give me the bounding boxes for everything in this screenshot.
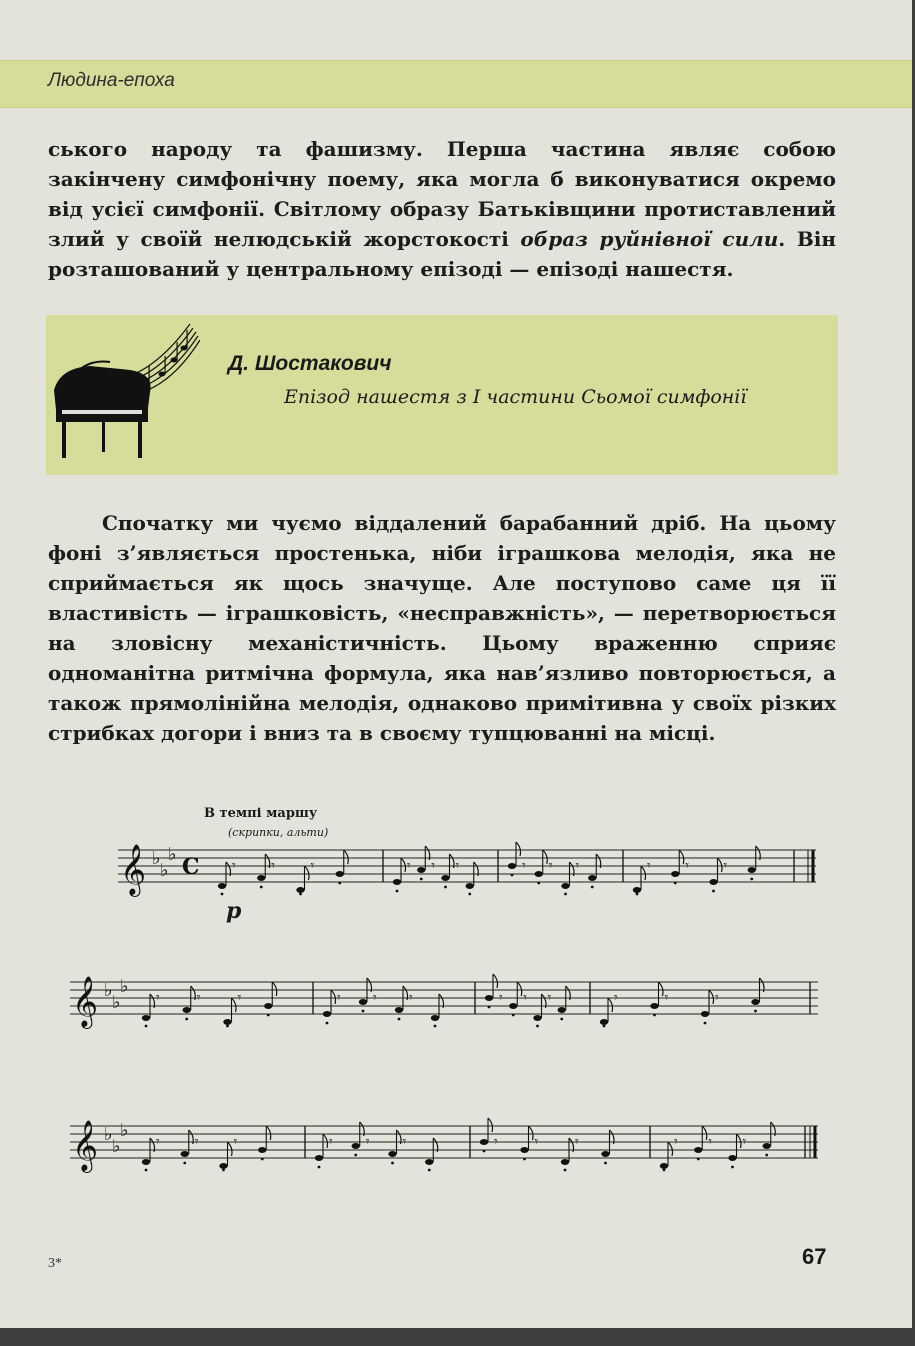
note-flag (228, 1142, 233, 1156)
note-head (218, 883, 226, 889)
composer-name: Д. Шостакович (228, 352, 392, 375)
tempo-marking: В темпі маршу (204, 806, 318, 821)
staccato-dot (222, 1169, 225, 1172)
staccato-dot (299, 893, 302, 896)
note-flag (323, 1134, 328, 1148)
note-head (388, 1151, 396, 1157)
staccato-dot (444, 886, 447, 889)
staccato-dot (523, 1158, 526, 1161)
note-flag (718, 858, 723, 872)
eighth-rest-icon: 𝄾 (499, 990, 503, 1006)
staccato-dot (512, 1014, 515, 1017)
note-head (709, 879, 717, 885)
eighth-rest-icon: 𝄾 (402, 1134, 407, 1150)
flat-icon: ♭ (120, 1120, 129, 1141)
note-head (315, 1155, 323, 1161)
eighth-rest-icon: 𝄾 (547, 990, 552, 1006)
note-head (650, 1003, 658, 1009)
note-head (323, 1011, 331, 1017)
staccato-dot (560, 1018, 563, 1021)
note-flag (608, 998, 613, 1012)
note-head (336, 871, 344, 877)
note-flag (266, 1126, 271, 1140)
staccato-dot (754, 1010, 757, 1013)
note-head (671, 871, 679, 877)
note-head (751, 999, 759, 1005)
instrument-marking: (скрипки, альти) (228, 826, 329, 839)
staccato-dot (704, 1022, 707, 1025)
note-head (359, 999, 367, 1005)
eighth-rest-icon: 𝄾 (575, 858, 580, 874)
note-head (264, 1003, 272, 1009)
page-number: 67 (802, 1244, 827, 1269)
note-head (728, 1155, 736, 1161)
eighth-rest-icon: 𝄾 (431, 858, 435, 874)
eighth-rest-icon: 𝄾 (310, 858, 315, 874)
note-flag (679, 850, 684, 864)
staccato-dot (697, 1158, 700, 1161)
flat-icon: ♭ (112, 992, 121, 1013)
section-title: Людина-епоха (48, 70, 175, 91)
note-head (425, 1159, 433, 1165)
note-flag (488, 1118, 493, 1132)
note-head (181, 1151, 189, 1157)
eighth-rest-icon: 𝄾 (407, 858, 411, 874)
eighth-rest-icon: 𝄾 (614, 990, 618, 1006)
music-staff-3 (70, 1114, 820, 1176)
staccato-dot (396, 890, 399, 893)
music-staff-2 (70, 970, 820, 1032)
eighth-rest-icon: 𝄾 (156, 990, 160, 1006)
flat-icon: ♭ (152, 848, 161, 869)
work-title: Епізод нашестя з І частини Сьомої симфонії (284, 386, 747, 408)
staccato-dot (145, 1025, 148, 1028)
paragraph-2: Спочатку ми чуємо віддалений барабанний дріб. На цьому фоні з’являється простенька, ніби іграшкова мелодія, яка не сприймається як щось значуще. Але поступово саме ця її властивість — іграшковість, «несправжність», — перетворюється на зловісну механістичність. Цьому враженню сприяє одноманітна ритмічна формула, яка нав’язливо повторюється, а також прямолінійна мелодія, однаково примітивна у своїх різких стрибках догори і вниз та в своєму тупцюванні на місці. (48, 511, 836, 745)
staccato-dot (468, 893, 471, 896)
note-head (219, 1163, 227, 1169)
note-head (417, 867, 425, 873)
note-head (763, 1143, 771, 1149)
note-head (660, 1163, 668, 1169)
eighth-rest-icon: 𝄾 (232, 858, 236, 874)
note-head (561, 883, 569, 889)
eighth-rest-icon: 𝄾 (674, 1134, 678, 1150)
note-flag (668, 1142, 673, 1156)
staccato-dot (261, 1158, 264, 1161)
eighth-rest-icon: 𝄾 (194, 1134, 199, 1150)
note-flag (709, 990, 714, 1004)
staccato-dot (434, 1025, 437, 1028)
note-flag (543, 850, 548, 864)
note-head (535, 871, 543, 877)
note-flag (331, 990, 336, 1004)
staccato-dot (536, 1025, 539, 1028)
note-flag (659, 982, 664, 996)
staccato-dot (564, 893, 567, 896)
dynamic-marking: p (226, 898, 242, 924)
note-head (485, 995, 493, 1001)
staccato-dot (591, 886, 594, 889)
staccato-dot (183, 1162, 186, 1165)
flat-icon: ♭ (168, 844, 177, 865)
note-flag (272, 982, 277, 996)
note-head (558, 1007, 566, 1013)
staccato-dot (420, 878, 423, 881)
staccato-dot (260, 886, 263, 889)
note-head (533, 1015, 541, 1021)
note-head (393, 879, 401, 885)
note-flag (305, 866, 310, 880)
note-flag (737, 1134, 742, 1148)
eighth-rest-icon: 𝄾 (715, 990, 719, 1006)
flat-icon: ♭ (104, 980, 113, 1001)
staccato-dot (362, 1010, 365, 1013)
note-head (694, 1147, 702, 1153)
staccato-dot (318, 1166, 321, 1169)
staccato-dot (712, 890, 715, 893)
eighth-rest-icon: 𝄾 (723, 858, 728, 874)
common-time-icon: C (182, 854, 200, 880)
treble-clef-icon: 𝄞 (72, 976, 99, 1027)
footnote-mark: 3* (48, 1256, 62, 1271)
staccato-dot (398, 1018, 401, 1021)
eighth-rest-icon: 𝄾 (409, 990, 413, 1006)
eighth-rest-icon: 𝄾 (373, 990, 377, 1006)
eighth-rest-icon: 𝄾 (742, 1134, 747, 1150)
eighth-rest-icon: 𝄾 (664, 990, 669, 1006)
paragraph-1-emphasis: образ руйнівної сили (520, 227, 779, 251)
eighth-rest-icon: 𝄾 (196, 990, 201, 1006)
eighth-rest-icon: 𝄾 (494, 1134, 498, 1150)
note-head (142, 1015, 150, 1021)
staccato-dot (731, 1166, 734, 1169)
staccato-dot (428, 1169, 431, 1172)
note-head (601, 1151, 609, 1157)
note-head (257, 875, 265, 881)
eighth-rest-icon: 𝄾 (156, 1134, 160, 1150)
staccato-dot (267, 1014, 270, 1017)
staccato-dot (483, 1150, 486, 1153)
note-head (431, 1015, 439, 1021)
eighth-rest-icon: 𝄾 (233, 1134, 238, 1150)
treble-clef-icon: 𝄞 (120, 844, 147, 895)
note-flag (493, 974, 498, 988)
staccato-dot (603, 1025, 606, 1028)
flat-icon: ♭ (160, 860, 169, 881)
note-flag (529, 1126, 534, 1140)
staccato-dot (604, 1162, 607, 1165)
note-head (441, 875, 449, 881)
note-flag (641, 866, 646, 880)
eighth-rest-icon: 𝄾 (548, 858, 553, 874)
eighth-rest-icon: 𝄾 (575, 1134, 579, 1150)
eighth-rest-icon: 𝄾 (365, 1134, 370, 1150)
note-flag (401, 858, 406, 872)
staccato-dot (750, 878, 753, 881)
staccato-dot (185, 1018, 188, 1021)
eighth-rest-icon: 𝄾 (647, 858, 651, 874)
note-head (600, 1019, 608, 1025)
note-head (352, 1143, 360, 1149)
note-head (142, 1159, 150, 1165)
staccato-dot (488, 1006, 491, 1009)
eighth-rest-icon: 𝄾 (455, 858, 460, 874)
staccato-dot (674, 882, 677, 885)
staccato-dot (338, 882, 341, 885)
note-head (701, 1011, 709, 1017)
note-head (480, 1139, 488, 1145)
staccato-dot (221, 893, 224, 896)
treble-clef-icon: 𝄞 (72, 1120, 99, 1171)
note-head (296, 887, 304, 893)
note-head (509, 1003, 517, 1009)
paragraph-1-lead: ського народу та фашизму. Перша частина являє собою закінчену симфонічну поему, яка могла б виконуватися окремо від усієї симфонії. Світлому образу Батьківщини протиставлений злий у своїй нелюдській жорстокості (48, 137, 836, 251)
note-head (258, 1147, 266, 1153)
note-head (183, 1007, 191, 1013)
note-head (223, 1019, 231, 1025)
staccato-dot (391, 1162, 394, 1165)
note-flag (702, 1126, 707, 1140)
staccato-dot (653, 1014, 656, 1017)
note-head (466, 883, 474, 889)
note-head (561, 1159, 569, 1165)
flat-icon: ♭ (104, 1124, 113, 1145)
note-head (748, 867, 756, 873)
staccato-dot (636, 893, 639, 896)
paragraph-1-tail: . Він розташований у центральному епізоді — епізоді нашестя. (48, 227, 836, 281)
eighth-rest-icon: 𝄾 (523, 990, 527, 1006)
staccato-dot (663, 1169, 666, 1172)
eighth-rest-icon: 𝄾 (237, 990, 242, 1006)
staccato-dot (326, 1022, 329, 1025)
eighth-rest-icon: 𝄾 (534, 1134, 539, 1150)
staccato-dot (765, 1154, 768, 1157)
note-flag (517, 982, 522, 996)
note-head (588, 875, 596, 881)
eighth-rest-icon: 𝄾 (337, 990, 341, 1006)
music-staff-1 (118, 838, 818, 898)
eighth-rest-icon: 𝄾 (271, 858, 275, 874)
flat-icon: ♭ (120, 976, 129, 997)
eighth-rest-icon: 𝄾 (522, 858, 526, 874)
staccato-dot (564, 1169, 567, 1172)
note-flag (232, 998, 237, 1012)
staccato-dot (354, 1154, 357, 1157)
note-flag (516, 842, 521, 856)
staccato-dot (226, 1025, 229, 1028)
paragraph-1 (48, 134, 836, 284)
flat-icon: ♭ (112, 1136, 121, 1157)
eighth-rest-icon: 𝄾 (329, 1134, 333, 1150)
eighth-rest-icon: 𝄾 (708, 1134, 712, 1150)
note-head (633, 887, 641, 893)
eighth-rest-icon: 𝄾 (685, 858, 689, 874)
staccato-dot (537, 882, 540, 885)
note-head (395, 1007, 403, 1013)
grand-piano-with-notes-icon (50, 318, 200, 468)
staccato-dot (511, 874, 514, 877)
staccato-dot (145, 1169, 148, 1172)
note-head (520, 1147, 528, 1153)
note-head (508, 863, 516, 869)
note-flag (344, 850, 349, 864)
